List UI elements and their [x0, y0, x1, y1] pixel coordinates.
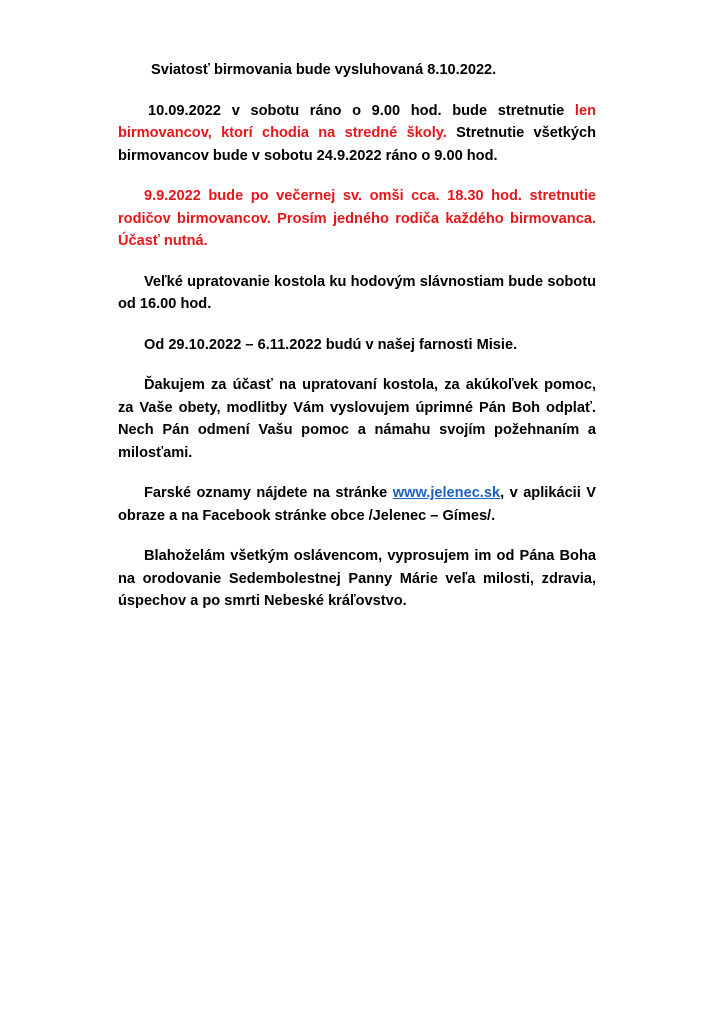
announcements-rest-text: , v aplikácii V obraze a na Facebook stránke obce /Jelenec – Gímes/.	[118, 485, 596, 524]
website-link[interactable]: www.jelenec.sk	[392, 485, 501, 501]
announcements-intro-text: Farské oznamy nájdete na stránke	[144, 485, 393, 501]
all-candidates-meeting-text: Stretnutie všetkých birmovancov bude v sobotu 24.9.2022 ráno o 9.00 hod.	[118, 125, 596, 164]
paragraph-confirmation-date: Sviatosť birmovania bude vysluhovaná 8.10.2022.	[151, 62, 497, 78]
paragraph-students-meeting	[118, 100, 596, 168]
paragraph-thanks: Ďakujem za účasť na upratovaní kostola, za akúkoľvek pomoc, za Vaše obety, modlitby Vám vyslovujem úprimné Pán Boh odplať. Nech Pán odmení Vašu pomoc a námahu svojím požehnaním a milosťami.	[118, 377, 596, 461]
paragraph-announcements	[118, 482, 596, 527]
paragraph-missions: Od 29.10.2022 – 6.11.2022 budú v našej farnosti Misie.	[144, 336, 518, 353]
highlighted-students-text: len birmovancov, ktorí chodia na stredné školy.	[118, 102, 596, 141]
paragraph-church-cleaning: Veľké upratovanie kostola ku hodovým slávnostiam bude sobotu od 16.00 hod.	[118, 273, 596, 312]
paragraph-parents-meeting: 9.9.2022 bude po večernej sv. omši cca. 18.30 hod. stretnutie rodičov birmovancov. Prosím jedného rodiča každého birmovanca. Účasť nutná.	[118, 188, 596, 249]
meeting-date-text: 10.09.2022 v sobotu ráno o 9.00 hod. bude stretnutie	[148, 102, 575, 119]
paragraph-congratulations: Blahoželám všetkým oslávencom, vyprosujem im od Pána Boha na orodovanie Sedembolestnej Panny Márie veľa milosti, zdravia, úspechov a po smrti Nebeské kráľovstvo.	[118, 548, 596, 609]
document-page	[118, 59, 596, 631]
